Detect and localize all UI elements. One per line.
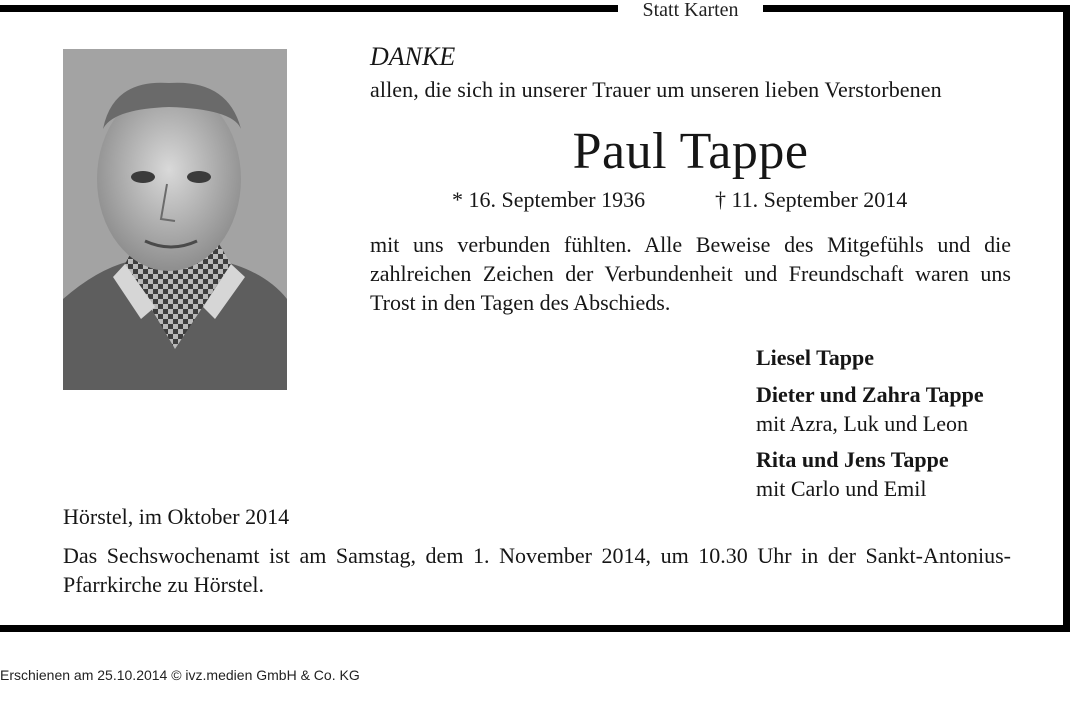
heading-danke: DANKE (370, 42, 456, 71)
portrait-photo (63, 49, 287, 390)
signature-name: Liesel Tappe (756, 345, 874, 370)
signature-name: Dieter und Zahra Tappe (756, 382, 984, 407)
signature-detail: mit Azra, Luk und Leon (756, 411, 969, 436)
service-announcement: Das Sechswochenamt ist am Samstag, dem 1. November 2014, um 10.30 Uhr in der Sankt-Antonius-Pfarrkirche zu Hörstel. (63, 543, 1011, 597)
signature-name: Rita und Jens Tappe (756, 447, 949, 472)
intro-line: allen, die sich in unserer Trauer um unseren lieben Verstorbenen (370, 77, 942, 102)
signature-detail: mit Carlo und Emil (756, 476, 927, 501)
deceased-name: Paul Tappe (572, 123, 809, 180)
thanks-paragraph: mit uns verbunden fühlten. Alle Beweise des Mitgefühls und die zahlreichen Zeichen der Verbundenheit und Freundschaft waren uns Trost in den Tagen des Abschieds. (370, 232, 1011, 315)
death-date: † 11. September 2014 (715, 187, 908, 212)
birth-date: * 16. September 1936 (452, 187, 646, 212)
portrait-image (63, 49, 287, 390)
publication-footer: Erschienen am 25.10.2014 © ivz.medien GmbH & Co. KG (0, 667, 360, 683)
place-date: Hörstel, im Oktober 2014 (63, 504, 290, 529)
header-label: Statt Karten (618, 0, 763, 22)
